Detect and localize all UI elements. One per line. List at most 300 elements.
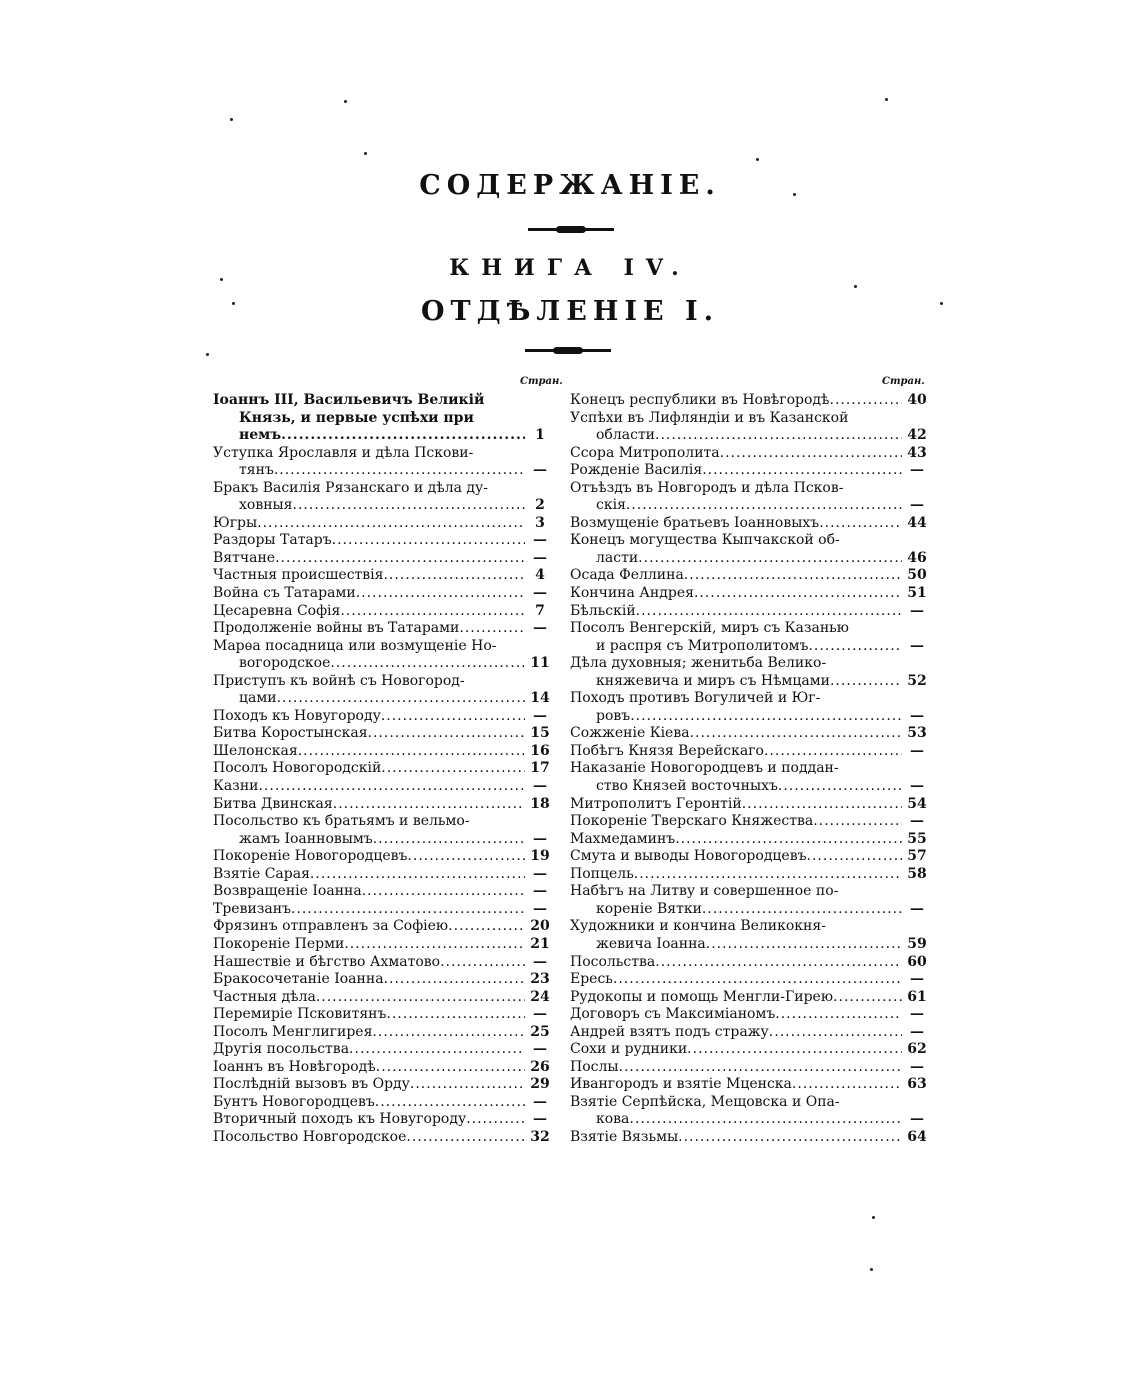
scan-speck [940,302,943,305]
toc-entry-title [570,603,902,621]
toc-entry-title [570,1076,902,1094]
toc-entry-text: немъ [239,427,282,444]
toc-entry [213,445,555,480]
toc-entry-page: — [533,865,547,882]
toc-entry-line [570,866,902,884]
toc-entry-line [213,831,525,849]
ornament-rule-top [528,228,614,231]
toc-entry-title [213,971,525,989]
dot-leader [277,690,525,708]
toc-entry-title [570,743,902,761]
dot-leader [440,954,525,972]
toc-entry-text: Покореніе Тверскаго Княжества [570,813,814,830]
toc-entry-page: — [910,971,924,988]
toc-entry-line [213,620,525,638]
toc-entry-page: 19 [530,848,550,865]
toc-entry-text: Возвращеніе Іоанна [213,883,362,900]
toc-entry-text: Походъ къ Новугороду [213,707,381,724]
dot-leader [764,743,902,761]
toc-entry-title [213,638,525,673]
dot-leader [332,532,525,550]
toc-entry-page: 4 [535,567,545,584]
toc-entry-line [570,813,902,831]
toc-entry-page: — [910,1111,924,1128]
toc-entry-page: 64 [907,1128,927,1145]
toc-entry-line [570,708,902,726]
dot-leader [383,567,525,585]
toc-entry-text: Посолъ Новогородскій [213,760,382,777]
dot-leader [291,901,525,919]
toc-entry-line [213,1059,525,1077]
dot-leader [626,497,902,515]
dot-leader [459,620,525,638]
toc-entry-page: 21 [530,935,550,952]
toc-entry-title [213,866,525,884]
toc-entry-page: 60 [907,953,927,970]
toc-entry-text: Бѣльскій [570,602,636,619]
toc-entry-title [213,796,525,814]
toc-entry-page: — [910,1058,924,1075]
dot-leader [375,1094,525,1112]
toc-entry-page: 57 [907,848,927,865]
toc-entry-title [570,1041,902,1059]
dot-leader [333,796,525,814]
toc-entry-title [570,1059,902,1077]
toc-entry-page: — [533,1111,547,1128]
toc-entry-title [213,603,525,621]
toc-entry [570,831,932,849]
toc-entry-line [213,585,525,603]
toc-entry-page: 43 [907,444,927,461]
toc-entry-title [213,532,525,550]
dot-leader [275,550,525,568]
dot-leader [373,831,525,849]
toc-entry-line [213,708,525,726]
toc-entry-text: ховныя [239,497,293,514]
toc-entry-page: 53 [907,725,927,742]
dot-leader [702,462,902,480]
toc-entry-text: тянъ [239,462,274,479]
toc-entry-line [213,936,525,954]
book-heading: КНИГА IV. [449,255,691,281]
toc-entry-title [570,760,902,795]
toc-entry-page: — [533,1093,547,1110]
toc-entry-page: 44 [907,514,927,531]
toc-entry-line [570,1076,902,1094]
toc-entry-title [213,1024,525,1042]
toc-entry-line [213,480,525,498]
toc-entry-title [213,901,525,919]
toc-entry-line [213,550,525,568]
toc-entry-text: Бракъ Василія Рязанскаго и дѣла ду- [213,479,489,496]
toc-entry [570,690,932,725]
toc-entry-title [213,989,525,1007]
dot-leader [310,866,525,884]
toc-entry-page: — [533,585,547,602]
dot-leader [293,497,525,515]
toc-entry-text: Отъѣздъ въ Новгородъ и дѣла Псков- [570,479,844,496]
toc-entry [570,445,932,463]
toc-entry-page: — [910,707,924,724]
toc-entry-line [213,410,525,428]
toc-entry-page: 58 [907,865,927,882]
toc-entry-text: Продолженіе войны въ Татарами [213,620,460,637]
toc-entry [213,760,555,778]
dot-leader [687,1041,902,1059]
toc-entry-line [213,989,525,1007]
toc-entry [213,1059,555,1077]
toc-entry [213,901,555,919]
toc-entry [570,1006,932,1024]
toc-entry-text: Договоръ съ Максиміаномъ [570,1006,776,1023]
toc-entry-text: Покореніе Новогородцевъ [213,848,408,865]
toc-entry-line [570,1059,902,1077]
toc-entry-text: Югры [213,514,258,531]
toc-entry-title [213,760,525,778]
toc-entry [213,971,555,989]
toc-entry-line [213,532,525,550]
toc-entry-page: 26 [530,1058,550,1075]
toc-entry [213,989,555,1007]
toc-entry-title [570,971,902,989]
toc-entry-text: Взятіе Серпѣйска, Мещовска и Опа- [570,1093,840,1110]
toc-entry [213,550,555,568]
toc-entry [570,410,932,445]
toc-entry-line [570,901,902,919]
toc-entry-line [213,778,525,796]
toc-entry-text: Попцель [570,865,634,882]
dot-leader [678,1129,902,1147]
toc-entry [213,954,555,972]
toc-entry-line [570,445,902,463]
toc-entry-title [213,743,525,761]
dot-leader [830,392,903,410]
toc-entry-text: Іоаннъ въ Новѣгородѣ [213,1058,376,1075]
toc-entry-page: 61 [907,988,927,1005]
toc-entry-page: 17 [530,760,550,777]
dot-leader [833,989,902,1007]
toc-entry [570,392,932,410]
toc-entry-text: Другія посольства [213,1041,350,1058]
toc-entry-text: Вятчане [213,549,276,566]
toc-entry-text: Бунтъ Новогородцевъ [213,1093,375,1110]
toc-entry-line [570,515,902,533]
dot-leader [720,445,902,463]
toc-entry-title [570,1006,902,1024]
dot-leader [356,585,525,603]
toc-entry-line [570,532,902,550]
toc-entry [213,1129,555,1147]
dot-leader [702,901,902,919]
toc-entry [213,778,555,796]
toc-entry-line [570,725,902,743]
toc-entry-line [570,831,902,849]
toc-entry-text: скія [596,497,626,514]
toc-entry-page: — [533,883,547,900]
toc-entry-text: Конецъ республики въ Новѣгородѣ [570,392,830,408]
toc-entry-text: Тревизанъ [213,900,292,917]
toc-entry [213,585,555,603]
toc-entry-line [570,971,902,989]
toc-entry-line [570,796,902,814]
scan-speck [206,353,209,356]
toc-entry [570,760,932,795]
dot-leader [316,989,525,1007]
dot-leader [778,778,902,796]
toc-entry-text: кова [596,1111,630,1128]
scan-speck [793,193,796,196]
toc-entry-title [213,1059,525,1077]
toc-entry-page: 3 [535,514,545,531]
toc-entry-line [570,603,902,621]
toc-entry-page: 32 [530,1128,550,1145]
toc-entry-line [570,638,902,656]
toc-entry-title [213,936,525,954]
toc-entry-line [570,673,902,691]
toc-entry-page: 46 [907,549,927,566]
dot-leader [349,1041,525,1059]
toc-entry-title [570,1129,902,1147]
scan-speck [230,118,233,121]
toc-entry-line [213,971,525,989]
dot-leader [344,936,525,954]
scan-speck [220,278,223,281]
toc-entry-page: 42 [907,427,927,444]
dot-leader [613,971,902,989]
toc-entry-page: — [533,778,547,795]
dot-leader [808,638,902,656]
toc-entry-title [570,567,902,585]
toc-entry-line [213,392,525,410]
toc-entry-line [570,480,902,498]
toc-entry-text: Взятіе Вязьмы [570,1128,679,1145]
toc-entry-line [213,813,525,831]
toc-entry-text: Смута и выводы Новогородцевъ [570,848,807,865]
toc-entry [213,813,555,848]
dot-leader [274,462,525,480]
toc-entry-title [570,532,902,567]
toc-entry-page: 54 [907,795,927,812]
toc-entry [570,462,932,480]
toc-entry-title [570,918,902,953]
toc-entry-text: ровъ [596,707,631,724]
toc-entry-line [213,427,525,445]
scan-speck [870,1268,873,1271]
toc-entry [213,1006,555,1024]
toc-entry-title [213,778,525,796]
toc-entry-page: — [910,778,924,795]
toc-entry-page: — [533,532,547,549]
dot-leader [257,515,525,533]
toc-entry [570,883,932,918]
toc-entry-text: Нашествіе и бѣгство Ахматово [213,953,441,970]
toc-entry-text: Взятіе Сарая [213,865,310,882]
dot-leader [381,708,525,726]
toc-entry-text: Покореніе Перми [213,935,345,952]
toc-entry-text: ласти [596,549,639,566]
toc-entry-line [570,620,902,638]
toc-entry [570,585,932,603]
toc-entry-line [213,690,525,708]
toc-entry-line [213,796,525,814]
dot-leader [258,778,525,796]
dot-leader [655,954,902,972]
toc-entry-line [570,655,902,673]
toc-entry [570,725,932,743]
toc-entry-text: Марѳа посадница или возмущеніе Но- [213,637,497,654]
toc-entry-title [570,866,902,884]
toc-entry-text: Набѣгъ на Литву и совершенное по- [570,883,839,900]
toc-entry-text: Казни [213,778,259,795]
toc-entry-title [570,883,902,918]
toc-entry-page: 16 [530,742,550,759]
toc-entry-line [213,515,525,533]
toc-entry-text: Рожденіе Василія [570,462,703,479]
toc-entry-page: 63 [907,1076,927,1093]
toc-entry-line [213,1006,525,1024]
toc-entry-page: — [533,549,547,566]
toc-entry-line [570,936,902,954]
page-title: СОДЕРЖАНІЕ. [419,170,721,201]
toc-entry-line [570,550,902,568]
toc-entry-title [570,445,902,463]
toc-entry-text: Конецъ могущества Кыпчакской об- [570,532,840,549]
toc-entry-text: Бракосочетаніе Іоанна [213,971,384,988]
toc-entry [570,515,932,533]
toc-entry-line [213,743,525,761]
toc-entry-text: Вторичный походъ къ Новугороду [213,1111,467,1128]
toc-entry-page: 25 [530,1023,550,1040]
toc-entry-text: Побѣгъ Князя Верейскаго [570,742,764,759]
toc-entry-title [570,515,902,533]
dot-leader [807,848,902,866]
toc-entry [570,1094,932,1129]
dot-leader [372,1024,525,1042]
right-page-column-header: Стран. [882,376,925,387]
toc-entry-page: — [533,462,547,479]
toc-entry-title [570,480,902,515]
toc-entry-title [570,1094,902,1129]
toc-entry [213,918,555,936]
dot-leader [630,708,902,726]
toc-entry [213,603,555,621]
toc-entry-page: — [533,1006,547,1023]
toc-entry-title [213,954,525,972]
toc-entry-line [213,603,525,621]
toc-entry-title [213,848,525,866]
toc-entry-text: Митрополитъ Геронтій [570,795,742,812]
toc-entry-line [570,1129,902,1147]
toc-entry [213,638,555,673]
toc-entry-title [213,620,525,638]
dot-leader [281,427,525,445]
toc-entry-page: 2 [535,497,545,514]
toc-entry-line [213,1024,525,1042]
toc-entry-page: 14 [530,690,550,707]
toc-entry-text: Андрей взятъ подъ стражу [570,1023,769,1040]
toc-entry [570,480,932,515]
toc-entry-title [570,725,902,743]
toc-entry-page: 18 [530,795,550,812]
scan-speck [364,152,367,155]
toc-entry-title [570,392,902,410]
dot-leader [636,603,902,621]
toc-entry-title [570,831,902,849]
toc-entry-page: — [533,620,547,637]
dot-leader [362,883,525,901]
toc-entry [570,620,932,655]
toc-entry [213,620,555,638]
toc-entry-page: — [910,602,924,619]
toc-entry [570,1041,932,1059]
toc-entry-page: — [533,830,547,847]
dot-leader [830,673,902,691]
toc-entry-line [213,1111,525,1129]
toc-entry-title [213,1041,525,1059]
toc-entry-text: жевича Іоанна [596,935,706,952]
toc-entry-line [570,567,902,585]
toc-entry-line [570,1006,902,1024]
dot-leader [381,760,525,778]
toc-entry-title [570,848,902,866]
toc-entry [213,936,555,954]
dot-leader [684,567,902,585]
toc-entry [570,918,932,953]
toc-entry-line [570,954,902,972]
dot-leader [410,1076,525,1094]
toc-entry-line [213,638,525,656]
toc-entry-text: кореніе Вятки [596,900,702,917]
dot-leader [694,585,902,603]
toc-entry-text: Походъ противъ Вогуличей и Юг- [570,690,821,707]
toc-entry-page: 20 [530,918,550,935]
toc-entry-text: Возмущеніе братьевъ Іоанновыхъ [570,514,820,531]
toc-entry-line [213,1129,525,1147]
toc-entry-page: 1 [535,427,545,444]
toc-entry [213,1111,555,1129]
dot-leader [386,1006,525,1024]
toc-entry-line [213,445,525,463]
toc-entry-title [570,410,902,445]
toc-entry-text: Фрязинъ отправленъ за Софіею [213,918,449,935]
toc-entry-line [570,410,902,428]
toc-entry [570,813,932,831]
toc-entry-text: Князь, и первые успѣхи при [239,409,474,426]
toc-entry [213,1094,555,1112]
toc-entry-text: Дѣла духовныя; женитьба Велико- [570,655,827,672]
toc-entry-line [213,1076,525,1094]
toc-entry-line [570,778,902,796]
toc-entry-page: — [910,900,924,917]
toc-entry-text: Раздоры Татаръ [213,532,332,549]
dot-leader [706,936,902,954]
toc-entry-title [570,796,902,814]
toc-entry-title [213,708,525,726]
toc-entry-title [570,690,902,725]
toc-entry-title [570,620,902,655]
dot-leader [742,796,902,814]
toc-entry-line [570,1041,902,1059]
dot-leader [376,1059,525,1077]
toc-entry-page: 11 [530,655,550,672]
toc-entry-text: Художники и кончина Великокня- [570,918,826,935]
toc-entry-page: — [533,707,547,724]
toc-entry [570,1024,932,1042]
toc-entry [213,673,555,708]
dot-leader [368,725,525,743]
toc-entry-text: Битва Коростынская [213,725,368,742]
toc-entry-title [570,462,902,480]
